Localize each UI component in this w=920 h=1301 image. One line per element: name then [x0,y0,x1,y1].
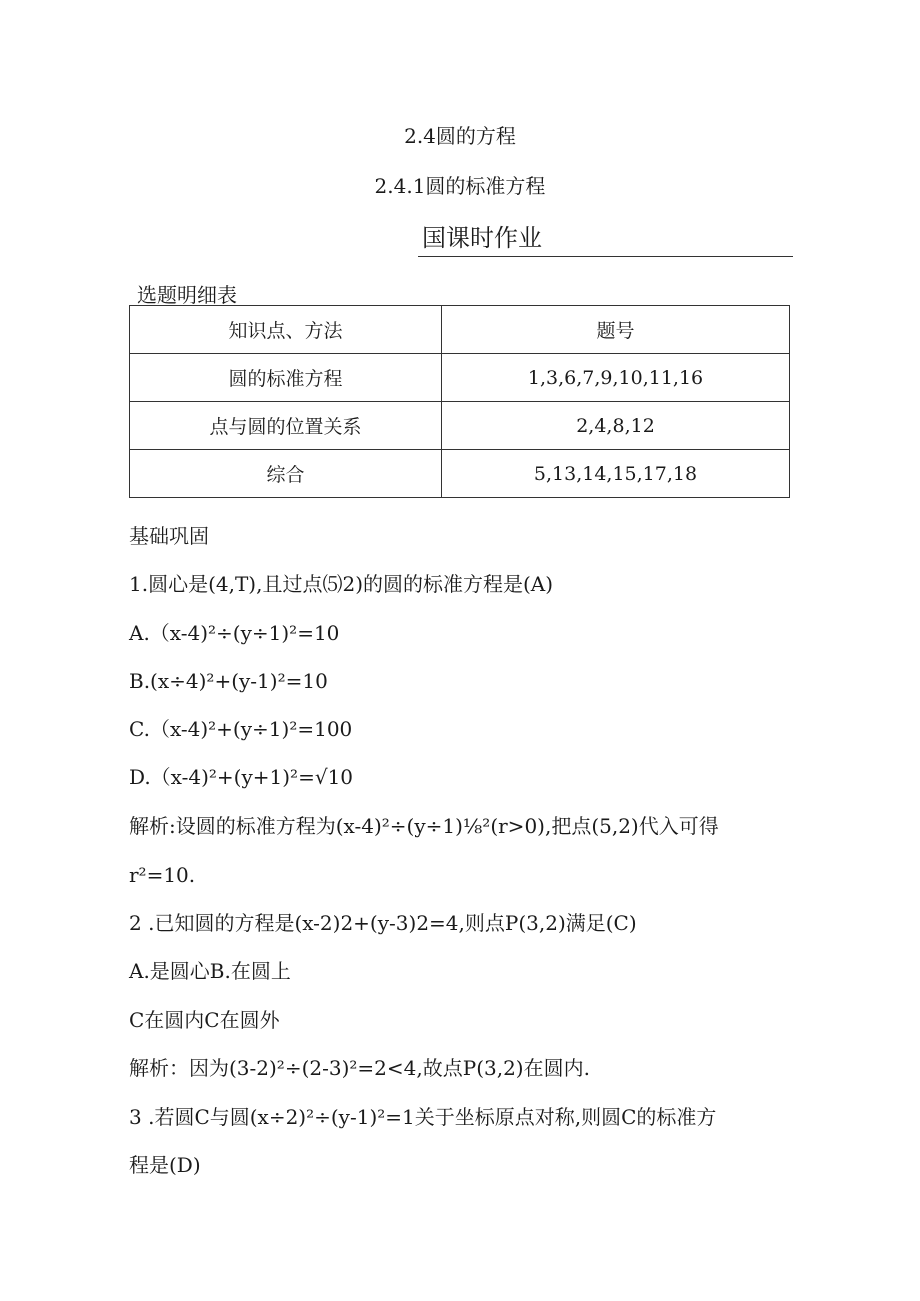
q2-options-ab: A.是圆心B.在圆上 [129,959,291,983]
header-question-no: 题号 [442,306,790,354]
table-caption: 选题明细表 [137,283,237,307]
numbers-cell: 5,13,14,15,17,18 [442,450,790,498]
topic-cell: 圆的标准方程 [130,354,442,402]
q1-stem: 1.圆心是(4,T),且过点⑸2)的圆的标准方程是(A) [129,572,554,596]
section-title: 2.4圆的方程 [404,124,516,148]
q2-options-cd: C在圆内C在圆外 [129,1008,280,1032]
numbers-cell: 2,4,8,12 [442,402,790,450]
topic-detail-table [129,305,790,498]
numbers-cell: 1,3,6,7,9,10,11,16 [442,354,790,402]
q3-stem-line2: 程是(D) [129,1153,201,1177]
q1-option-c: C.（x-4)²+(y÷1)²=100 [129,717,353,741]
q1-option-d: D.（x-4)²+(y+1)²=√10 [129,765,354,789]
q1-analysis-line2: r²=10. [129,863,196,887]
q1-analysis-line1: 解析:设圆的标准方程为(x-4)²÷(y÷1)⅛²(r>0),把点(5,2)代入可得 [129,814,719,838]
homework-title: 国课时作业 [422,224,542,252]
q2-analysis: 解析：因为(3-2)²÷(2-3)²=2<4,故点P(3,2)在圆内. [129,1056,590,1080]
q1-option-b: B.(x÷4)²+(y-1)²=10 [129,669,328,693]
topic-cell: 综合 [130,450,442,498]
table-row [130,354,790,402]
topic-cell: 点与圆的位置关系 [130,402,442,450]
q1-option-a: A.（x-4)²÷(y÷1)²=10 [129,621,340,645]
header-topic: 知识点、方法 [130,306,442,354]
subsection-title: 2.4.1圆的标准方程 [374,174,546,198]
table-row [130,450,790,498]
section-basic-heading: 基础巩固 [129,524,209,548]
table-header-row [130,306,790,354]
q3-stem-line1: 3 .若圆C与圆(x÷2)²÷(y-1)²=1关于坐标原点对称,则圆C的标准方 [129,1105,717,1129]
homework-banner [418,222,793,257]
q2-stem: 2 .已知圆的方程是(x-2)2+(y-3)2=4,则点P(3,2)满足(C) [129,911,637,935]
table-row [130,402,790,450]
